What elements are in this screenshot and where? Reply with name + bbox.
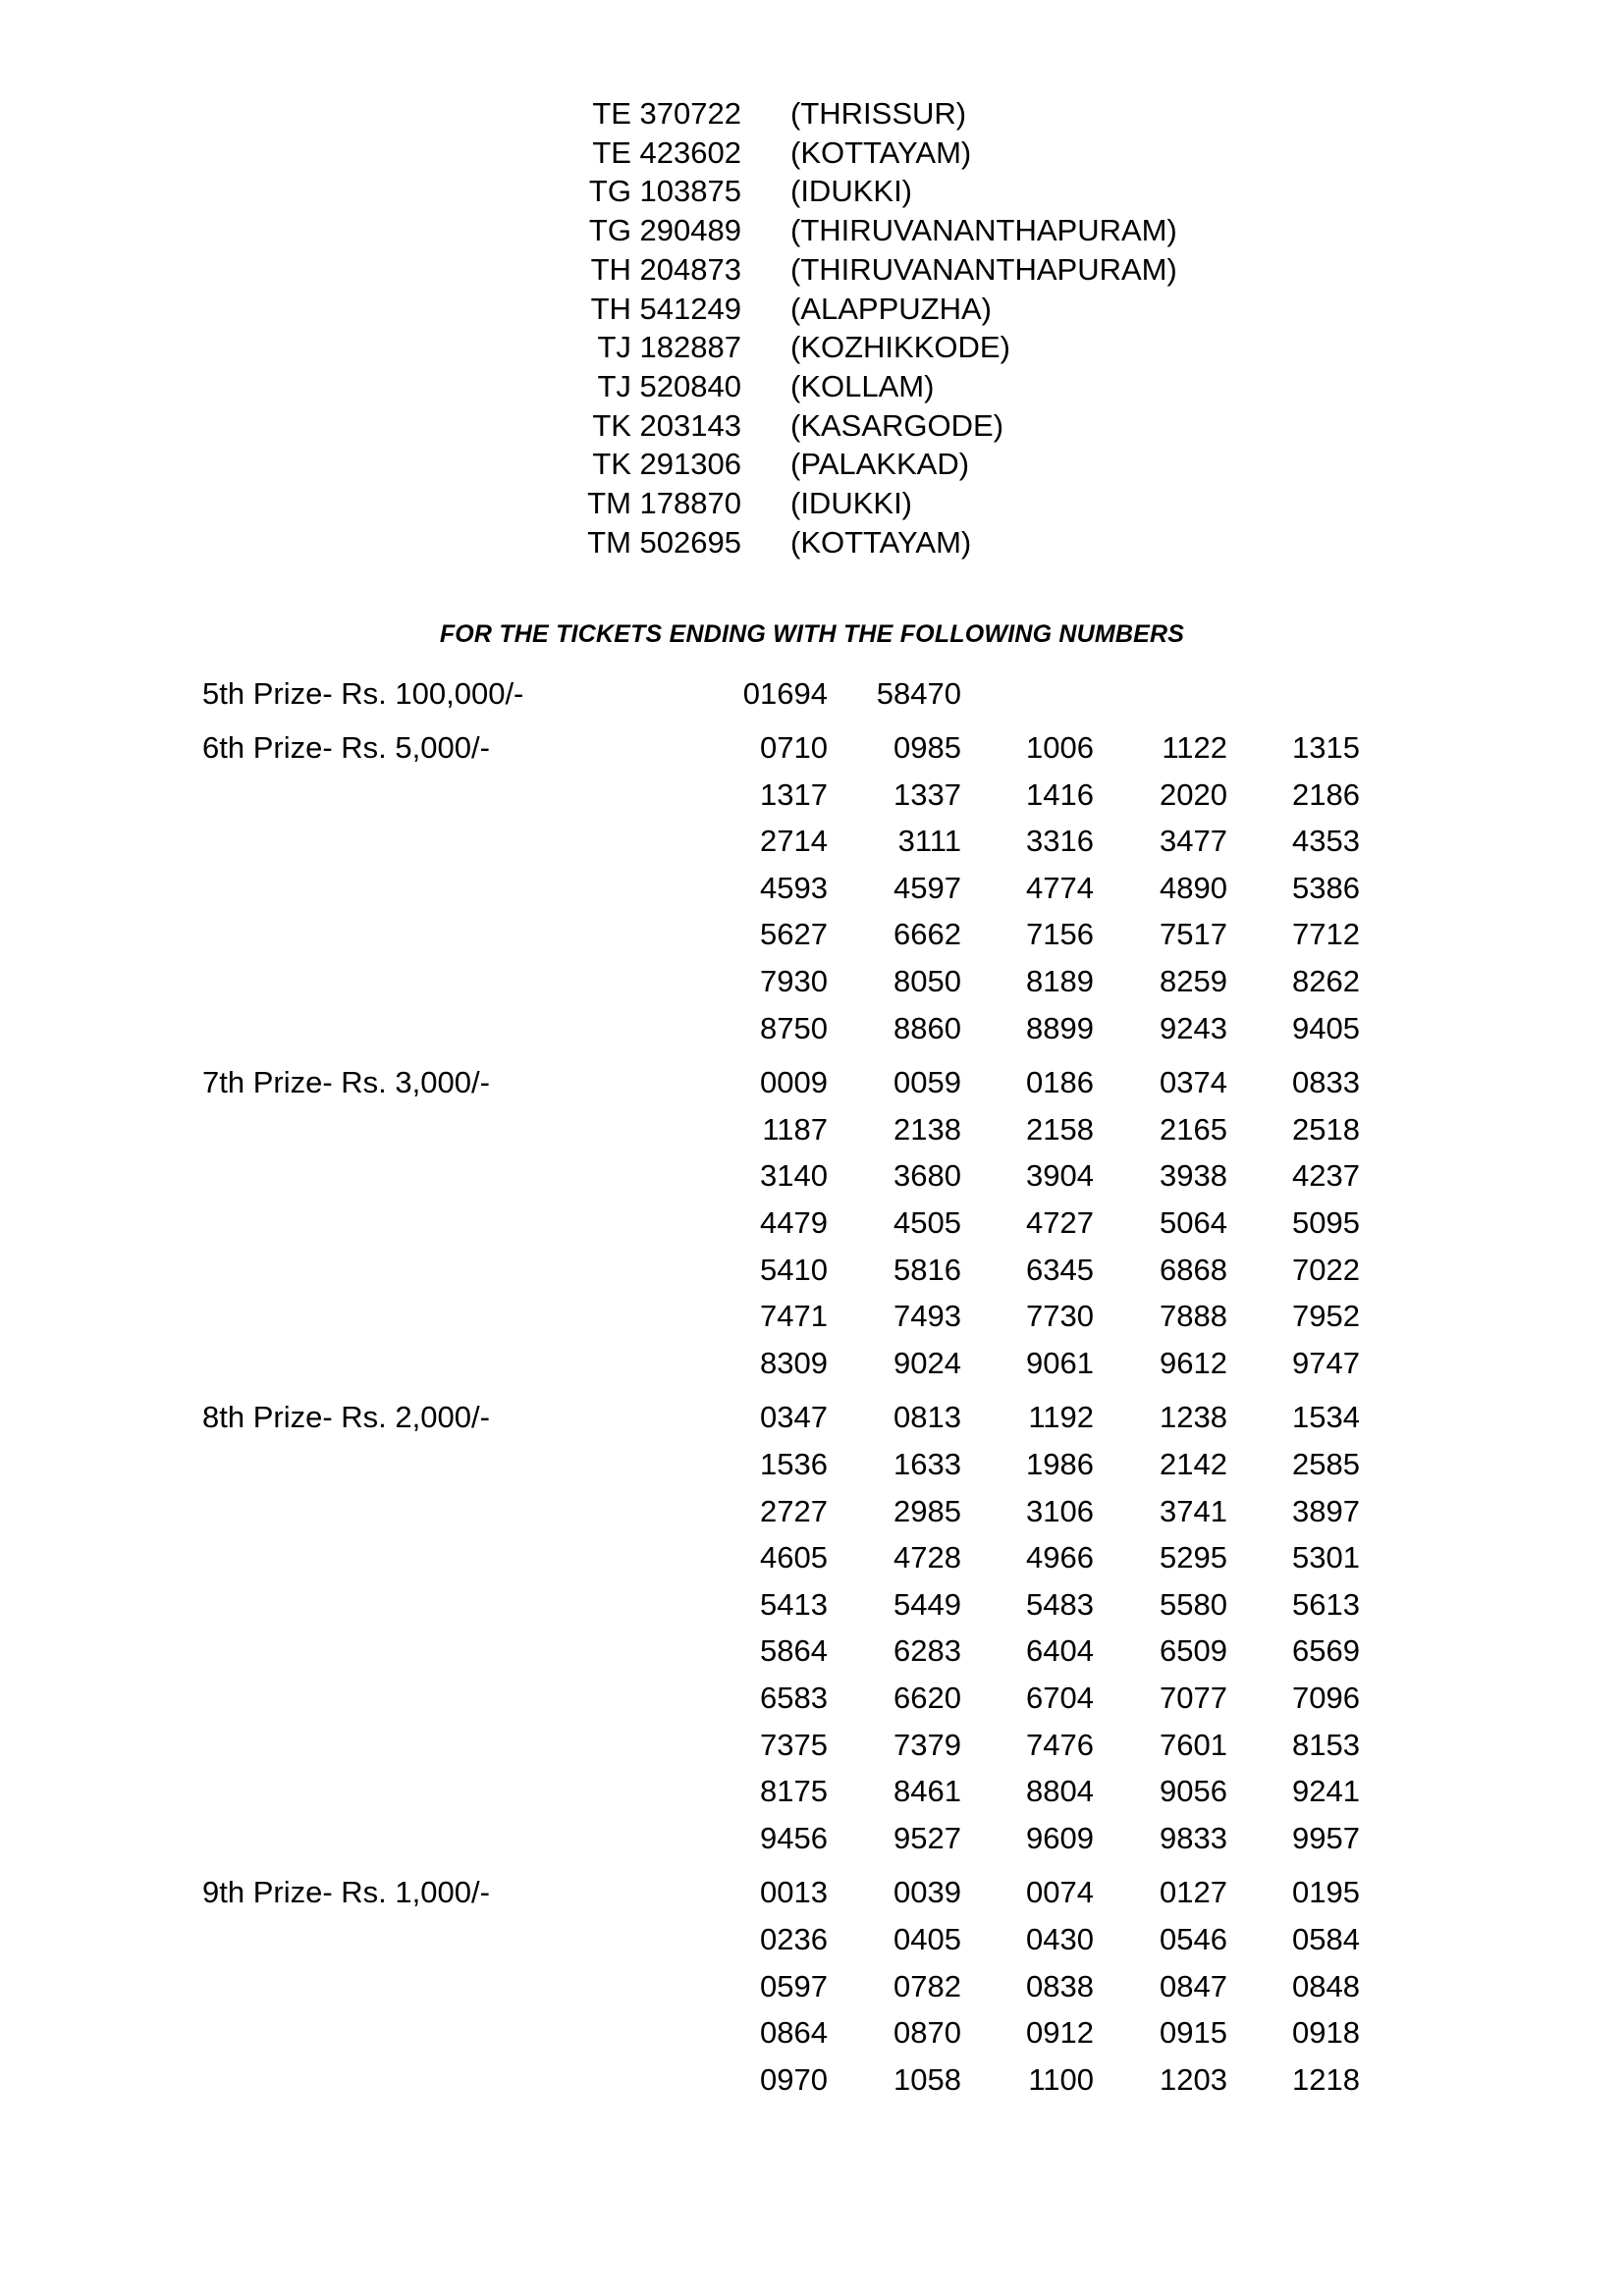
winning-number: 1534 <box>1292 1400 1360 1435</box>
winning-number: 1203 <box>1160 2061 1227 2097</box>
winning-number: 5413 <box>760 1586 828 1622</box>
winning-number: 8860 <box>893 1010 961 1045</box>
winning-number: 4353 <box>1292 824 1360 859</box>
winning-number: 7952 <box>1292 1299 1360 1334</box>
winning-number: 4597 <box>893 870 961 905</box>
winning-number: 6569 <box>1292 1633 1360 1669</box>
winning-number: 8750 <box>760 1010 828 1045</box>
winning-number: 7888 <box>1160 1299 1227 1334</box>
winning-number: 0405 <box>893 1922 961 1956</box>
winning-number: 5613 <box>1292 1586 1360 1622</box>
winning-number: 5816 <box>893 1252 961 1287</box>
winning-number: 3140 <box>760 1158 828 1194</box>
winning-number: 5449 <box>893 1586 961 1622</box>
winning-number: 2158 <box>1026 1111 1094 1147</box>
prize-label: 9th Prize- Rs. 1,000/- <box>202 1875 490 1910</box>
winning-number: 5301 <box>1292 1540 1360 1575</box>
winning-number: 4890 <box>1160 870 1227 905</box>
winning-number: 7930 <box>760 964 828 998</box>
ticket-district: (ALAPPUZHA) <box>790 291 992 326</box>
winning-number: 0127 <box>1160 1875 1227 1910</box>
winning-number: 4605 <box>760 1540 828 1575</box>
winning-number: 0009 <box>760 1065 828 1100</box>
winning-number: 0870 <box>893 2015 961 2051</box>
winning-number: 9609 <box>1026 1820 1094 1855</box>
winning-number: 1192 <box>1028 1400 1094 1435</box>
ticket-number: TJ 182887 <box>597 330 741 365</box>
ticket-district: (KASARGODE) <box>790 407 1004 443</box>
winning-number: 0059 <box>893 1065 961 1100</box>
winning-number: 3316 <box>1026 824 1094 859</box>
winning-number: 8309 <box>760 1345 828 1380</box>
winning-number: 9833 <box>1160 1820 1227 1855</box>
winning-number: 4727 <box>1026 1205 1094 1240</box>
winning-number: 6868 <box>1160 1252 1227 1287</box>
winning-number: 0710 <box>760 730 828 765</box>
winning-number: 0912 <box>1026 2015 1094 2051</box>
winning-number: 6662 <box>893 917 961 952</box>
winning-number: 9527 <box>893 1820 961 1855</box>
winning-number: 9747 <box>1292 1345 1360 1380</box>
winning-number: 2020 <box>1160 776 1227 812</box>
winning-number: 1986 <box>1026 1447 1094 1481</box>
winning-number: 7471 <box>760 1299 828 1334</box>
winning-number: 6583 <box>760 1681 828 1715</box>
winning-number: 0813 <box>893 1400 961 1435</box>
ticket-number: TM 178870 <box>587 486 741 520</box>
winning-number: 7517 <box>1160 917 1227 952</box>
winning-number: 4966 <box>1026 1540 1094 1575</box>
winning-number: 7712 <box>1292 917 1360 952</box>
ticket-district: (THIRUVANANTHAPURAM) <box>790 213 1177 248</box>
winning-number: 8175 <box>760 1774 828 1809</box>
winning-number: 8259 <box>1160 964 1227 998</box>
winning-number: 0013 <box>760 1875 828 1910</box>
winning-number: 2138 <box>893 1111 961 1147</box>
prize-label: 5th Prize- Rs. 100,000/- <box>202 676 524 711</box>
winning-number: 3106 <box>1026 1493 1094 1528</box>
winning-number: 0915 <box>1160 2015 1227 2051</box>
winning-number: 5064 <box>1160 1205 1227 1240</box>
winning-number: 0430 <box>1026 1922 1094 1956</box>
winning-number: 4774 <box>1026 870 1094 905</box>
winning-number: 5483 <box>1026 1586 1094 1622</box>
winning-number: 1006 <box>1026 730 1094 765</box>
winning-number: 1315 <box>1292 730 1360 765</box>
winning-number: 7379 <box>893 1727 961 1762</box>
winning-number: 3904 <box>1026 1158 1094 1194</box>
ticket-number: TG 290489 <box>588 213 741 248</box>
winning-number: 9056 <box>1160 1774 1227 1809</box>
winning-number: 9405 <box>1292 1010 1360 1045</box>
winning-number: 0236 <box>760 1922 828 1956</box>
winning-number: 1122 <box>1162 730 1227 765</box>
winning-number: 8189 <box>1026 964 1094 998</box>
winning-number: 8899 <box>1026 1010 1094 1045</box>
winning-number: 4505 <box>893 1205 961 1240</box>
winning-number: 6509 <box>1160 1633 1227 1669</box>
winning-number: 0347 <box>760 1400 828 1435</box>
winning-number: 5095 <box>1292 1205 1360 1240</box>
winning-number: 2165 <box>1160 1111 1227 1147</box>
winning-number: 6345 <box>1026 1252 1094 1287</box>
winning-number: 3741 <box>1160 1493 1227 1528</box>
ticket-number: TK 203143 <box>592 407 741 443</box>
ticket-district: (THIRUVANANTHAPURAM) <box>790 251 1177 287</box>
winning-number: 9612 <box>1160 1345 1227 1380</box>
ticket-district: (IDUKKI) <box>790 174 912 209</box>
ticket-district: (THRISSUR) <box>790 96 967 131</box>
winning-number: 0584 <box>1292 1922 1360 1956</box>
winning-number: 7096 <box>1292 1681 1360 1715</box>
winning-number: 0864 <box>760 2015 828 2051</box>
winning-number: 0970 <box>760 2061 828 2097</box>
ticket-number: TM 502695 <box>587 524 741 560</box>
ticket-district: (KOLLAM) <box>790 368 935 403</box>
ticket-number: TK 291306 <box>592 447 741 482</box>
winning-number: 7601 <box>1160 1727 1227 1762</box>
winning-number: 3680 <box>893 1158 961 1194</box>
winning-number: 2186 <box>1292 776 1360 812</box>
prize-label: 7th Prize- Rs. 3,000/- <box>202 1065 490 1100</box>
winning-number: 5386 <box>1292 870 1360 905</box>
winning-number: 6404 <box>1026 1633 1094 1669</box>
winning-number: 3897 <box>1292 1493 1360 1528</box>
winning-number: 7730 <box>1026 1299 1094 1334</box>
winning-number: 4593 <box>760 870 828 905</box>
winning-number: 8262 <box>1292 964 1360 998</box>
winning-number: 0833 <box>1292 1065 1360 1100</box>
winning-number: 1337 <box>893 776 961 812</box>
ticket-district: (KOTTAYAM) <box>790 134 972 170</box>
winning-number: 5410 <box>760 1252 828 1287</box>
winning-number: 4728 <box>893 1540 961 1575</box>
winning-number: 7022 <box>1292 1252 1360 1287</box>
winning-number: 0985 <box>893 730 961 765</box>
winning-number: 0374 <box>1160 1065 1227 1100</box>
winning-number: 9243 <box>1160 1010 1227 1045</box>
winning-number: 1218 <box>1292 2061 1360 2097</box>
winning-number: 9456 <box>760 1820 828 1855</box>
prize-label: 6th Prize- Rs. 5,000/- <box>202 730 490 765</box>
ticket-number: TE 370722 <box>592 96 741 131</box>
ticket-number: TJ 520840 <box>597 368 741 403</box>
winning-number: 1100 <box>1028 2061 1094 2097</box>
winning-number: 8804 <box>1026 1774 1094 1809</box>
winning-number: 4237 <box>1292 1158 1360 1194</box>
ticket-number: TH 204873 <box>590 251 741 287</box>
winning-number: 0838 <box>1026 1968 1094 2003</box>
winning-number: 5580 <box>1160 1586 1227 1622</box>
winning-number: 0847 <box>1160 1968 1227 2003</box>
winning-number: 1416 <box>1026 776 1094 812</box>
winning-number: 8050 <box>893 964 961 998</box>
winning-number: 2142 <box>1160 1447 1227 1481</box>
winning-number: 6704 <box>1026 1681 1094 1715</box>
ticket-number: TG 103875 <box>588 174 741 209</box>
winning-number: 1317 <box>760 776 828 812</box>
winning-number: 7077 <box>1160 1681 1227 1715</box>
winning-number: 2518 <box>1292 1111 1360 1147</box>
ticket-district: (KOZHIKKODE) <box>790 330 1010 365</box>
winning-number: 9957 <box>1292 1820 1360 1855</box>
winning-number: 3111 <box>897 824 961 859</box>
ticket-district: (PALAKKAD) <box>790 447 970 482</box>
winning-number: 7156 <box>1026 917 1094 952</box>
prize-label: 8th Prize- Rs. 2,000/- <box>202 1400 490 1435</box>
winning-number: 9024 <box>893 1345 961 1380</box>
winning-number: 8153 <box>1292 1727 1360 1762</box>
winning-number: 1238 <box>1160 1400 1227 1435</box>
winning-number: 1536 <box>760 1447 828 1481</box>
winning-number: 9241 <box>1292 1774 1360 1809</box>
winning-number: 2727 <box>760 1493 828 1528</box>
winning-number: 0195 <box>1292 1875 1360 1910</box>
winning-number: 0039 <box>893 1875 961 1910</box>
ticket-number: TE 423602 <box>592 134 741 170</box>
ticket-number: TH 541249 <box>590 291 741 326</box>
winning-number: 2985 <box>893 1493 961 1528</box>
winning-number: 5627 <box>760 917 828 952</box>
winning-number: 0918 <box>1292 2015 1360 2051</box>
winning-number: 3477 <box>1160 824 1227 859</box>
winning-number: 3938 <box>1160 1158 1227 1194</box>
winning-number: 5295 <box>1160 1540 1227 1575</box>
winning-number: 0546 <box>1160 1922 1227 1956</box>
winning-number: 8461 <box>893 1774 961 1809</box>
winning-number: 58470 <box>876 676 961 711</box>
winning-number: 1633 <box>893 1447 961 1481</box>
winning-number: 2585 <box>1292 1447 1360 1481</box>
winning-number: 0848 <box>1292 1968 1360 2003</box>
winning-number: 01694 <box>742 676 828 711</box>
ticket-district: (IDUKKI) <box>790 486 912 520</box>
section-heading: FOR THE TICKETS ENDING WITH THE FOLLOWING NUMBERS <box>439 620 1185 648</box>
winning-number: 7375 <box>760 1727 828 1762</box>
winning-number: 7476 <box>1026 1727 1094 1762</box>
winning-number: 6620 <box>893 1681 961 1715</box>
winning-number: 0186 <box>1026 1065 1094 1100</box>
ticket-district: (KOTTAYAM) <box>790 524 972 560</box>
winning-number: 0597 <box>760 1968 828 2003</box>
winning-number: 4479 <box>760 1205 828 1240</box>
winning-number: 2714 <box>760 824 828 859</box>
winning-number: 9061 <box>1026 1345 1094 1380</box>
winning-number: 1058 <box>893 2061 961 2097</box>
winning-number: 0782 <box>893 1968 961 2003</box>
winning-number: 1187 <box>762 1111 828 1147</box>
winning-number: 0074 <box>1026 1875 1094 1910</box>
winning-number: 5864 <box>760 1633 828 1669</box>
winning-number: 6283 <box>893 1633 961 1669</box>
winning-number: 7493 <box>893 1299 961 1334</box>
